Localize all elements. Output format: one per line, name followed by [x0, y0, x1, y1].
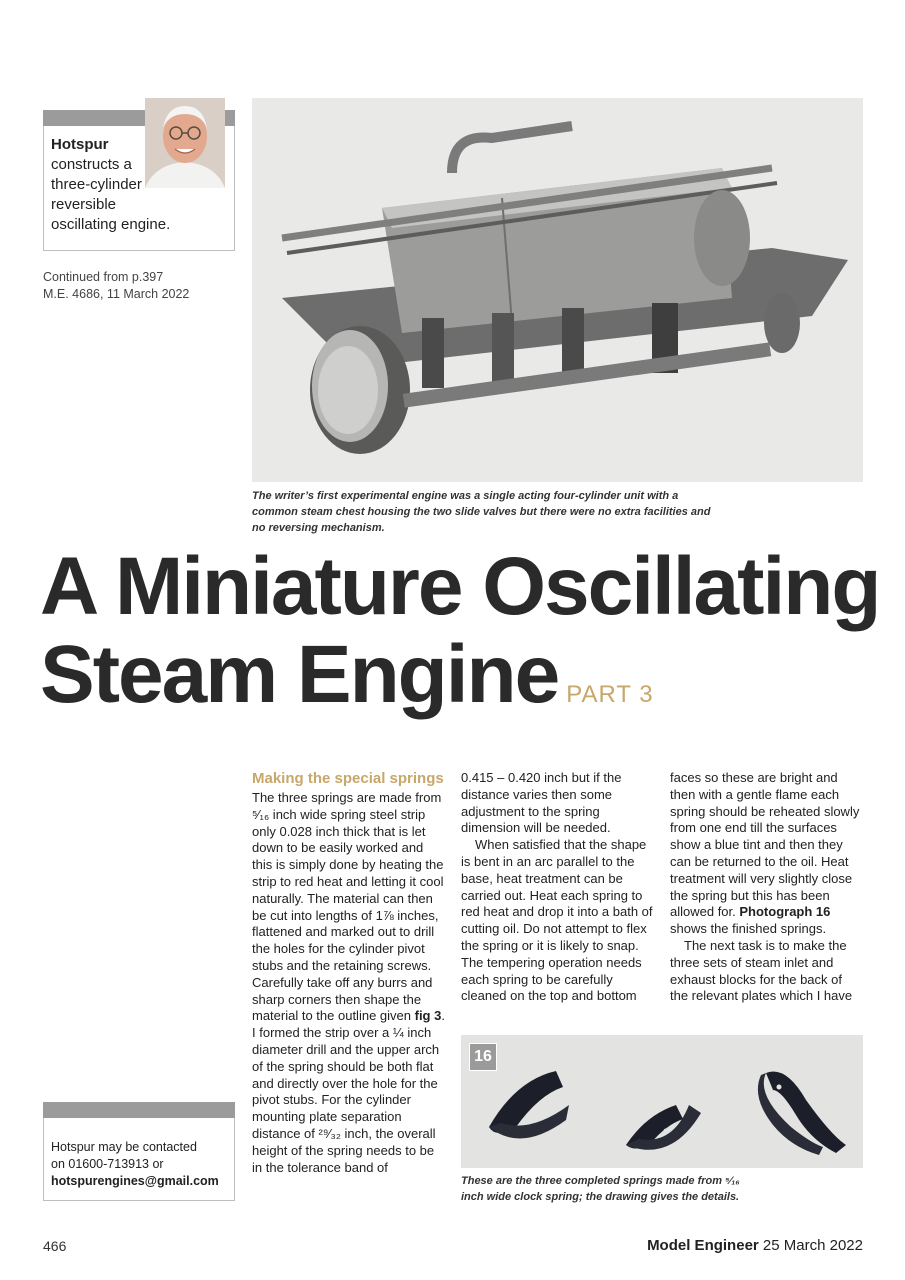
intro-description: constructs a three-cylinder reversible oscillating engine. — [51, 156, 171, 233]
magazine-name: Model Engineer — [647, 1237, 759, 1254]
contact-text — [51, 1139, 231, 1190]
col1-text-b: . I formed the strip over a ¼ inch diameter drill and the upper arch of the spring should be both flat and directly over the hole for the pivot stubs. For the cylinder mounting plate separation distance of ²⁹⁄₃₂ inch, the overall height of the spring needs to be in the tolerance band of — [252, 1008, 445, 1175]
engine-photo — [252, 98, 863, 482]
col2-paragraph-2: When satisfied that the shape is bent in an arc parallel to the base, heat treatment can be carried out. Heat each spring to red heat and drop it into a bath of cutting oil. Do not attempt to flex the spring or it is likely to snap. The tempering operation needs each spring to be carefully cleaned on the top and bottom — [461, 837, 653, 1004]
contact-box-header-bar — [43, 1102, 235, 1118]
col3-paragraph-2: The next task is to make the three sets of steam inlet and exhaust blocks for the back of the relevant plates which I have — [670, 937, 853, 1004]
body-column-2 — [461, 770, 656, 1005]
title-line-1: A Miniature Oscillating — [40, 541, 880, 632]
author-portrait — [145, 98, 225, 188]
previous-issue: M.E. 4686, 11 March 2022 — [43, 287, 190, 301]
body-column-1 — [252, 770, 447, 1176]
issue-date: 25 March 2022 — [762, 1237, 863, 1254]
contact-line-1: Hotspur may be contacted — [51, 1140, 197, 1154]
photo-number-badge: 16 — [469, 1043, 497, 1071]
author-name: Hotspur — [51, 136, 109, 153]
col3-paragraph-1 — [670, 770, 863, 938]
contact-phone-line: on 01600-713913 or — [51, 1157, 164, 1171]
footer-publication — [647, 1237, 863, 1254]
col3-text-b: shows the finished springs. — [670, 921, 827, 937]
photo-reference: Photograph 16 — [739, 904, 831, 920]
continued-from: Continued from p.397 — [43, 270, 164, 284]
section-heading: Making the special springs — [252, 770, 444, 787]
fig-reference: fig 3 — [414, 1008, 442, 1024]
body-column-3 — [670, 770, 863, 1005]
col1-text-a: The three springs are made from ⁵⁄₁₆ inch wide spring steel strip only 0.028 inch thick that is let down to be easily worked and this is simply done by heating the strip to red heat and letting it cool naturally. The material can then be cut into lengths of 1⅞ inches, flattened and marked out to drill the holes for the cylinder pivot stubs and the retaining screws. Carefully take off any burrs and sharp corners then shape the material to the outline given — [252, 790, 444, 1024]
col2-paragraph-1: 0.415 – 0.420 inch but if the distance varies then some adjustment to the spring dimension will be needed. — [461, 770, 622, 836]
continued-note — [43, 269, 189, 303]
col1-paragraph-1 — [252, 790, 447, 1176]
col3-text-a: faces so these are bright and then with a gentle flame each spring should be reheated slowly from one end till the surfaces show a blue tint and then they can be returned to the oil. Heat treatment will very slightly close the spring but this has been allowed for. — [670, 770, 860, 920]
part-label: PART 3 — [566, 681, 654, 708]
contact-email[interactable]: hotspurengines@gmail.com — [51, 1174, 219, 1188]
title-line-2: Steam Engine — [40, 629, 559, 720]
article-title — [40, 543, 890, 739]
springs-photo-caption: These are the three completed springs made from ⁵⁄₁₆ inch wide clock spring; the drawing gives the details. — [461, 1175, 740, 1203]
springs-photo — [461, 1035, 863, 1168]
engine-photo-caption: The writer’s first experimental engine was a single acting four-cylinder unit with a common steam chest housing the two slide valves but there were no extra facilities and no reversing mechanism. — [252, 490, 711, 534]
page-number: 466 — [43, 1238, 67, 1254]
